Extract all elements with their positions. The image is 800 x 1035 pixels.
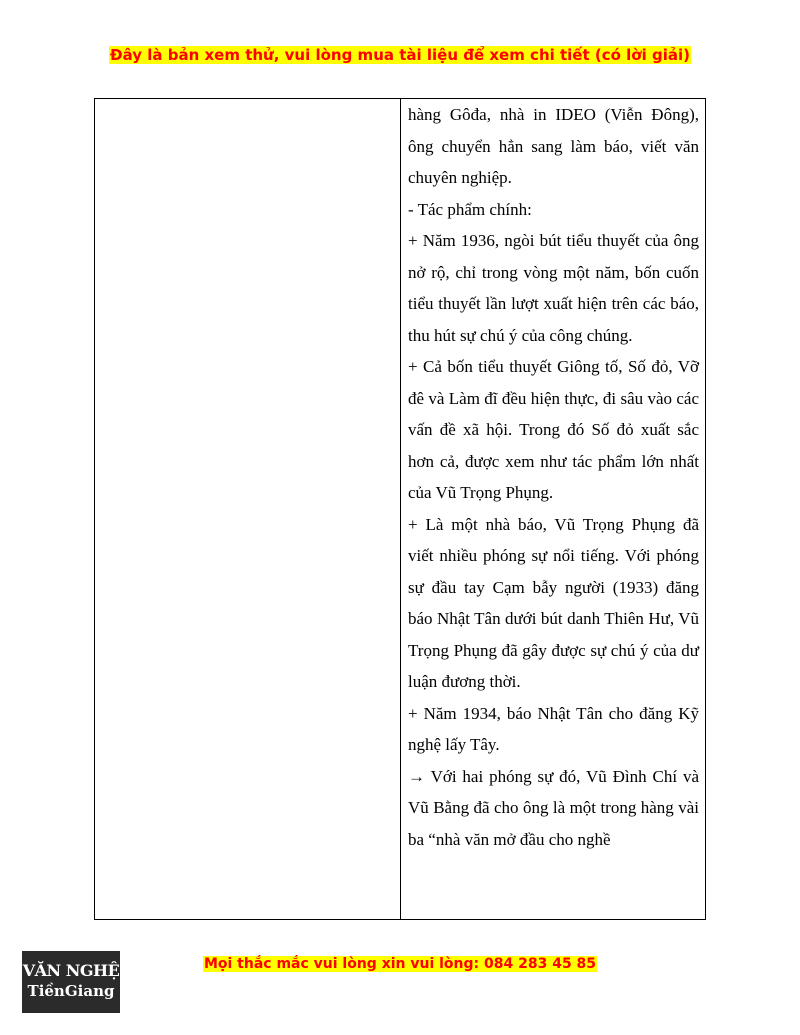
- paragraph: + Là một nhà báo, Vũ Trọng Phụng đã viết nhiều phóng sự nổi tiếng. Với phóng sự đầu tay Cạm bẫy người (1933) đăng báo Nhật Tân dưới bút danh Thiên Hư, Vũ Trọng Phụng đã gây được sự chú ý của dư luận đương thời.: [408, 514, 699, 691]
- logo-line-1: VĂN NGHỆ: [22, 961, 120, 980]
- paragraph: hàng Gôđa, nhà in IDEO (Viễn Đông), ông chuyển hẳn sang làm báo, viết văn chuyên nghiệp.: [408, 105, 699, 187]
- contact-note-text: Mọi thắc mắc vui lòng xin vui lòng: 084 283 45 85: [203, 956, 597, 972]
- table-cell-left: [95, 99, 401, 919]
- preview-banner: [0, 44, 800, 66]
- paragraph: + Năm 1936, ngòi bút tiểu thuyết của ông nở rộ, chỉ trong vòng một năm, bốn cuốn tiểu thuyết lần lượt xuất hiện trên các báo, thu hút sự chú ý của công chúng.: [408, 231, 699, 345]
- paragraph: → Với hai phóng sự đó, Vũ Đình Chí và Vũ Bằng đã cho ông là một trong hàng vài ba “nhà văn mở đầu cho nghề: [408, 766, 699, 849]
- content-table: [94, 98, 706, 920]
- paragraph: + Năm 1934, báo Nhật Tân cho đăng Kỹ nghệ lấy Tây.: [408, 703, 699, 754]
- contact-note: [0, 954, 800, 974]
- paragraph: + Cả bốn tiểu thuyết Giông tố, Số đỏ, Vỡ đê và Làm đĩ đều hiện thực, đi sâu vào các vấn đề xã hội. Trong đó Số đỏ xuất sắc hơn cả, được xem như tác phẩm lớn nhất của Vũ Trọng Phụng.: [408, 357, 699, 502]
- preview-banner-text: Đây là bản xem thử, vui lòng mua tài liệu để xem chi tiết (có lời giải): [110, 46, 690, 64]
- table-cell-right: [401, 99, 705, 919]
- logo-line-2: TiềnGiang: [27, 982, 115, 1000]
- paragraph: - Tác phẩm chính:: [408, 199, 532, 219]
